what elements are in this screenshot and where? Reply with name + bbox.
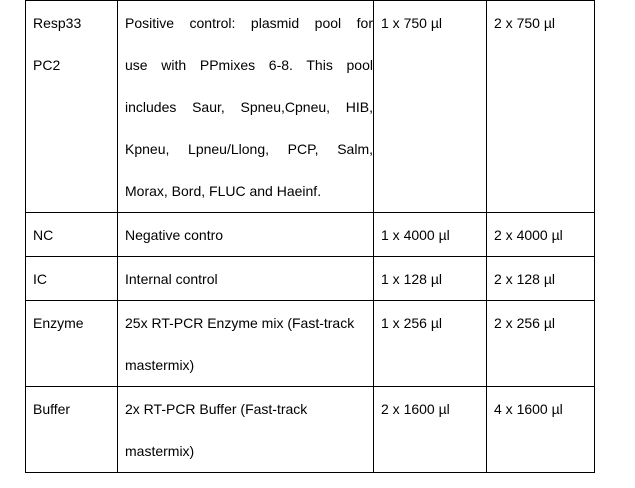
table-row [26,301,595,387]
component-name: PC2 [33,57,61,73]
quantity-2: 2 x 4000 µl [494,227,563,243]
description-cell [118,1,374,213]
table-row [26,257,595,301]
description-cell [118,213,374,257]
quantity-1: 1 x 750 µl [381,15,442,31]
component-name-cell [26,1,118,213]
description-line: includes Saur, Spneu,Cpneu, HIB, [125,99,373,115]
quantity-cell [374,1,487,213]
component-name-cell [26,213,118,257]
component-name: IC [33,271,47,287]
description-cell [118,387,374,473]
description-line: 2x RT-PCR Buffer (Fast-track [125,401,308,417]
quantity-cell [487,301,595,387]
component-name: NC [33,227,54,243]
table-row [26,387,595,473]
quantity-1: 1 x 256 µl [381,315,442,331]
description-line: mastermix) [125,357,195,373]
quantity-cell [374,387,487,473]
quantity-cell [487,387,595,473]
description-line: 25x RT-PCR Enzyme mix (Fast-track [125,315,355,331]
component-name-cell [26,257,118,301]
description-line: mastermix) [125,443,195,459]
description-line: Kpneu, Lpneu/Llong, PCP, Salm, [125,141,373,157]
quantity-2: 2 x 256 µl [494,315,555,331]
component-name-cell [26,387,118,473]
quantity-2: 4 x 1600 µl [494,401,563,417]
quantity-1: 1 x 4000 µl [381,227,450,243]
table-row [26,1,595,213]
quantity-2: 2 x 750 µl [494,15,555,31]
component-name: Buffer [33,401,71,417]
quantity-cell [487,213,595,257]
component-name: Resp33 [33,15,82,31]
description-line: Internal control [125,271,218,287]
quantity-2: 2 x 128 µl [494,271,555,287]
description-line: use with PPmixes 6-8. This pool [125,57,373,73]
description-line: Negative contro [125,227,224,243]
reagent-table [25,0,595,473]
quantity-cell [487,257,595,301]
description-cell [118,301,374,387]
description-cell [118,257,374,301]
table-row [26,213,595,257]
quantity-cell [374,301,487,387]
quantity-1: 2 x 1600 µl [381,401,450,417]
quantity-cell [374,213,487,257]
description-line: Positive control: plasmid pool for [125,15,373,31]
component-name-cell [26,301,118,387]
description-line: Morax, Bord, FLUC and Haeinf. [125,183,322,199]
quantity-cell [374,257,487,301]
quantity-cell [487,1,595,213]
component-name: Enzyme [33,315,84,331]
quantity-1: 1 x 128 µl [381,271,442,287]
